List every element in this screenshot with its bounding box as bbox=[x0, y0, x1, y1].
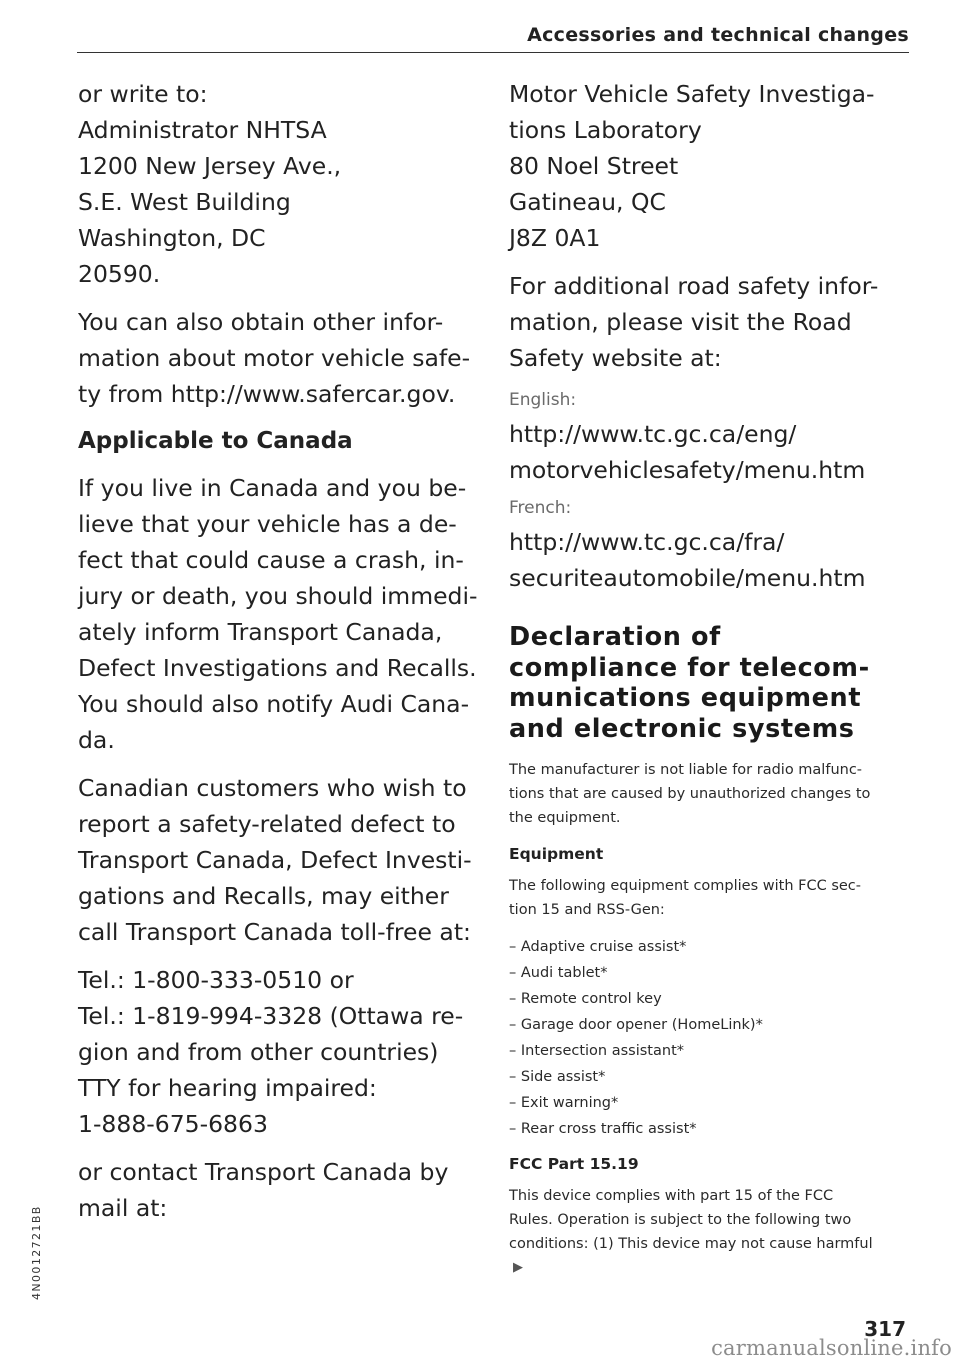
text-line: Administrator NHTSA bbox=[78, 116, 327, 144]
text-line: Tel.: 1-800-333-0510 or bbox=[78, 966, 354, 994]
right-column bbox=[509, 76, 914, 1292]
text-line: http://www.tc.gc.ca/eng/ bbox=[509, 420, 797, 448]
text-line: or write to: bbox=[78, 80, 208, 108]
text-line: Canadian customers who wish to bbox=[78, 774, 467, 802]
equipment-intro bbox=[509, 874, 914, 922]
text-line: and electronic systems bbox=[509, 713, 855, 744]
text-line: http://www.tc.gc.ca/fra/ bbox=[509, 528, 785, 556]
text-line: Defect Investigations and Recalls. bbox=[78, 654, 477, 682]
english-url bbox=[509, 416, 914, 488]
list-item: – Rear cross traffic assist* bbox=[509, 1121, 697, 1137]
text-line: Safety website at: bbox=[509, 344, 722, 372]
text-line bbox=[509, 1232, 914, 1280]
text-line: gion and from other countries) bbox=[78, 1038, 439, 1066]
customers-paragraph bbox=[78, 770, 478, 950]
phone-block bbox=[78, 962, 478, 1142]
watermark: carmanualsonline.info bbox=[711, 1336, 952, 1360]
declaration-heading bbox=[509, 622, 914, 744]
canada-paragraph bbox=[78, 470, 478, 758]
running-header: Accessories and technical changes bbox=[527, 24, 909, 46]
text-line: Motor Vehicle Safety Investiga- bbox=[509, 80, 875, 108]
text-line: J8Z 0A1 bbox=[509, 224, 601, 252]
text-line: 20590. bbox=[78, 260, 161, 288]
text-line: or contact Transport Canada by bbox=[78, 1158, 449, 1186]
text-line: The manufacturer is not liable for radio malfunc- bbox=[509, 762, 863, 778]
text-line: Rules. Operation is subject to the following two bbox=[509, 1212, 852, 1228]
left-column bbox=[78, 76, 478, 1238]
text-line: The following equipment complies with FCC sec- bbox=[509, 878, 862, 894]
manufacturer-paragraph bbox=[509, 758, 914, 830]
text-line: Tel.: 1-819-994-3328 (Ottawa re- bbox=[78, 1002, 464, 1030]
fcc-last-line: conditions: (1) This device may not cause harmful bbox=[509, 1236, 873, 1252]
text-line: Declaration of bbox=[509, 622, 721, 652]
text-line: Transport Canada, Defect Investi- bbox=[78, 846, 472, 874]
text-line: compliance for telecom- bbox=[509, 652, 870, 683]
fcc-paragraph bbox=[509, 1184, 914, 1280]
fcc-heading: FCC Part 15.19 bbox=[509, 1155, 639, 1173]
text-line: munications equipment bbox=[509, 683, 862, 713]
text-line: For additional road safety infor- bbox=[509, 272, 879, 300]
equipment-list bbox=[509, 934, 914, 1142]
text-line: tion 15 and RSS-Gen: bbox=[509, 902, 665, 918]
text-line: lieve that your vehicle has a de- bbox=[78, 510, 457, 538]
safercar-paragraph bbox=[78, 304, 478, 412]
text-line: jury or death, you should immedi- bbox=[78, 582, 478, 610]
road-safety-paragraph bbox=[509, 268, 914, 376]
text-line: the equipment. bbox=[509, 810, 621, 826]
text-line: securiteautomobile/menu.htm bbox=[509, 564, 866, 592]
text-line: 80 Noel Street bbox=[509, 152, 679, 180]
text-line: You should also notify Audi Cana- bbox=[78, 690, 470, 718]
lab-address-block bbox=[509, 76, 914, 256]
text-line: Gatineau, QC bbox=[509, 188, 666, 216]
list-item: – Audi tablet* bbox=[509, 965, 608, 981]
text-line: gations and Recalls, may either bbox=[78, 882, 449, 910]
text-line: ately inform Transport Canada, bbox=[78, 618, 443, 646]
canada-heading: Applicable to Canada bbox=[78, 428, 353, 454]
text-line: tions that are caused by unauthorized changes to bbox=[509, 786, 871, 802]
french-label: French: bbox=[509, 498, 572, 518]
mail-paragraph bbox=[78, 1154, 478, 1226]
text-line: call Transport Canada toll-free at: bbox=[78, 918, 471, 946]
address-block bbox=[78, 76, 478, 292]
french-url bbox=[509, 524, 914, 596]
text-line: mail at: bbox=[78, 1194, 168, 1222]
equipment-heading: Equipment bbox=[509, 845, 604, 863]
english-label: English: bbox=[509, 390, 577, 410]
text-line: 1-888-675-6863 bbox=[78, 1110, 268, 1138]
document-code: 4N0012721BB bbox=[30, 1205, 43, 1300]
text-line: da. bbox=[78, 726, 115, 754]
continue-arrow-icon: ▶ bbox=[513, 1260, 523, 1275]
text-line: Washington, DC bbox=[78, 224, 266, 252]
text-line: If you live in Canada and you be- bbox=[78, 474, 467, 502]
text-line: fect that could cause a crash, in- bbox=[78, 546, 464, 574]
text-line: S.E. West Building bbox=[78, 188, 291, 216]
text-line: mation about motor vehicle safe- bbox=[78, 344, 471, 372]
text-line: mation, please visit the Road bbox=[509, 308, 852, 336]
text-line: You can also obtain other infor- bbox=[78, 308, 444, 336]
list-item: – Adaptive cruise assist* bbox=[509, 939, 687, 955]
text-line: TTY for hearing impaired: bbox=[78, 1074, 377, 1102]
page-number: 317 bbox=[864, 1317, 906, 1341]
text-line: 1200 New Jersey Ave., bbox=[78, 152, 342, 180]
list-item: – Exit warning* bbox=[509, 1095, 619, 1111]
list-item: – Intersection assistant* bbox=[509, 1043, 684, 1059]
text-line: This device complies with part 15 of the FCC bbox=[509, 1188, 834, 1204]
list-item: – Remote control key bbox=[509, 991, 662, 1007]
text-line: report a safety-related defect to bbox=[78, 810, 456, 838]
text-line: motorvehiclesafety/menu.htm bbox=[509, 456, 866, 484]
text-line: ty from http://www.safercar.gov. bbox=[78, 380, 456, 408]
list-item: – Garage door opener (HomeLink)* bbox=[509, 1017, 763, 1033]
list-item: – Side assist* bbox=[509, 1069, 606, 1085]
header-divider bbox=[77, 52, 909, 53]
text-line: tions Laboratory bbox=[509, 116, 702, 144]
